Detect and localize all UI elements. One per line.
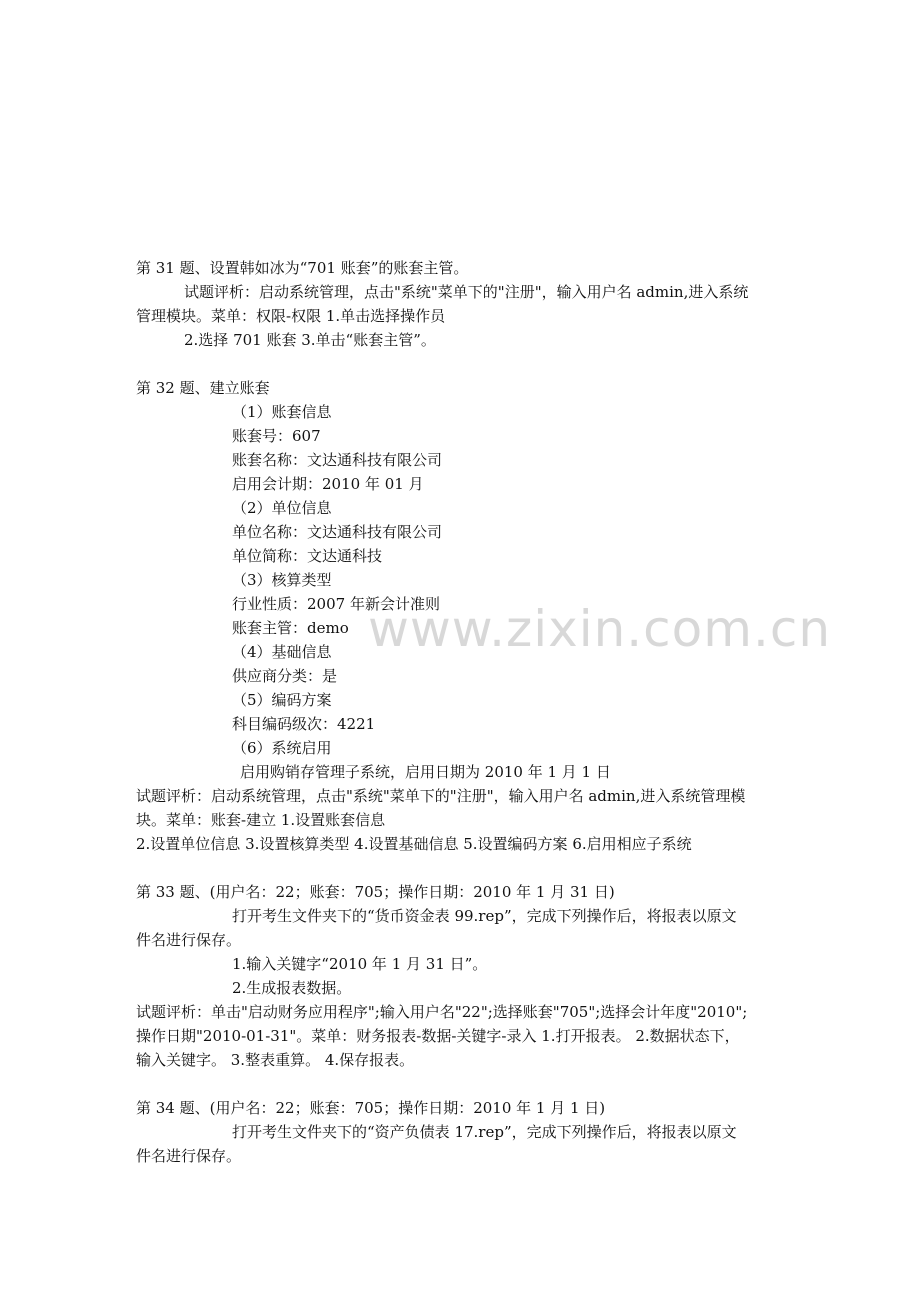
q32-section-system-enable: （6）系统启用 — [232, 739, 332, 757]
q32-supplier-classification: 供应商分类：是 — [232, 667, 338, 685]
q34-task-line-1: 打开考生文件夹下的“资产负债表 17.rep”，完成下列操作后，将报表以原文 — [232, 1123, 737, 1141]
q32-account-name: 账套名称：文达通科技有限公司 — [232, 451, 443, 469]
q33-title: 第 33 题、(用户名：22；账套：705；操作日期：2010 年 1 月 31 日) — [136, 883, 615, 901]
q32-section-unit-info: （2）单位信息 — [232, 499, 332, 517]
q32-enable-subsystem: 启用购销存管理子系统，启用日期为 2010 年 1 月 1 日 — [240, 763, 611, 781]
q32-unit-name: 单位名称：文达通科技有限公司 — [232, 523, 443, 541]
q33-step-2: 2.生成报表数据。 — [232, 979, 352, 997]
q32-eval-line-2: 块。菜单：账套-建立 1.设置账套信息 — [136, 811, 386, 829]
q33-eval-line-3: 输入关键字。 3.整表重算。 4.保存报表。 — [136, 1051, 415, 1069]
q32-section-basic-info: （4）基础信息 — [232, 643, 332, 661]
q32-unit-short-name: 单位简称：文达通科技 — [232, 547, 383, 565]
q32-start-period: 启用会计期：2010 年 01 月 — [232, 475, 424, 493]
q32-account-number: 账套号：607 — [232, 427, 321, 445]
q33-eval-line-1: 试题评析：单击"启动财务应用程序";输入用户名"22";选择账套"705";选择会计年度"2010"; — [136, 1003, 748, 1021]
q32-eval-line-1: 试题评析：启动系统管理，点击"系统"菜单下的"注册"，输入用户名 admin,进入系统管理模 — [136, 787, 746, 805]
q32-section-accounting-type: （3）核算类型 — [232, 571, 332, 589]
q32-industry: 行业性质：2007 年新会计准则 — [232, 595, 440, 613]
q33-task-line-1: 打开考生文件夹下的“货币资金表 99.rep”，完成下列操作后，将报表以原文 — [232, 907, 737, 925]
q32-supervisor: 账套主管：demo — [232, 619, 349, 637]
q34-task-line-2: 件名进行保存。 — [136, 1147, 242, 1165]
q31-eval-line-1: 试题评析：启动系统管理，点击"系统"菜单下的"注册"，输入用户名 admin,进入系统 — [184, 283, 749, 301]
q32-title: 第 32 题、建立账套 — [136, 379, 270, 397]
watermark: www.zixin.com.cn — [368, 600, 832, 658]
q31-title: 第 31 题、设置韩如冰为“701 账套”的账套主管。 — [136, 259, 469, 277]
q32-eval-line-3: 2.设置单位信息 3.设置核算类型 4.设置基础信息 5.设置编码方案 6.启用相应子系统 — [136, 835, 692, 853]
q32-subject-coding-levels: 科目编码级次：4221 — [232, 715, 376, 733]
q31-eval-line-2: 管理模块。菜单：权限-权限 1.单击选择操作员 — [136, 307, 446, 325]
q31-eval-line-3: 2.选择 701 账套 3.单击“账套主管”。 — [184, 331, 436, 349]
q33-step-1: 1.输入关键字“2010 年 1 月 31 日”。 — [232, 955, 488, 973]
q33-eval-line-2: 操作日期"2010-01-31"。菜单：财务报表-数据-关键字-录入 1.打开报表。 2.数据状态下， — [136, 1027, 740, 1045]
q34-title: 第 34 题、(用户名：22；账套：705；操作日期：2010 年 1 月 1 日) — [136, 1099, 606, 1117]
q32-section-account-info: （1）账套信息 — [232, 403, 332, 421]
q33-task-line-2: 件名进行保存。 — [136, 931, 242, 949]
q32-section-coding-scheme: （5）编码方案 — [232, 691, 332, 709]
